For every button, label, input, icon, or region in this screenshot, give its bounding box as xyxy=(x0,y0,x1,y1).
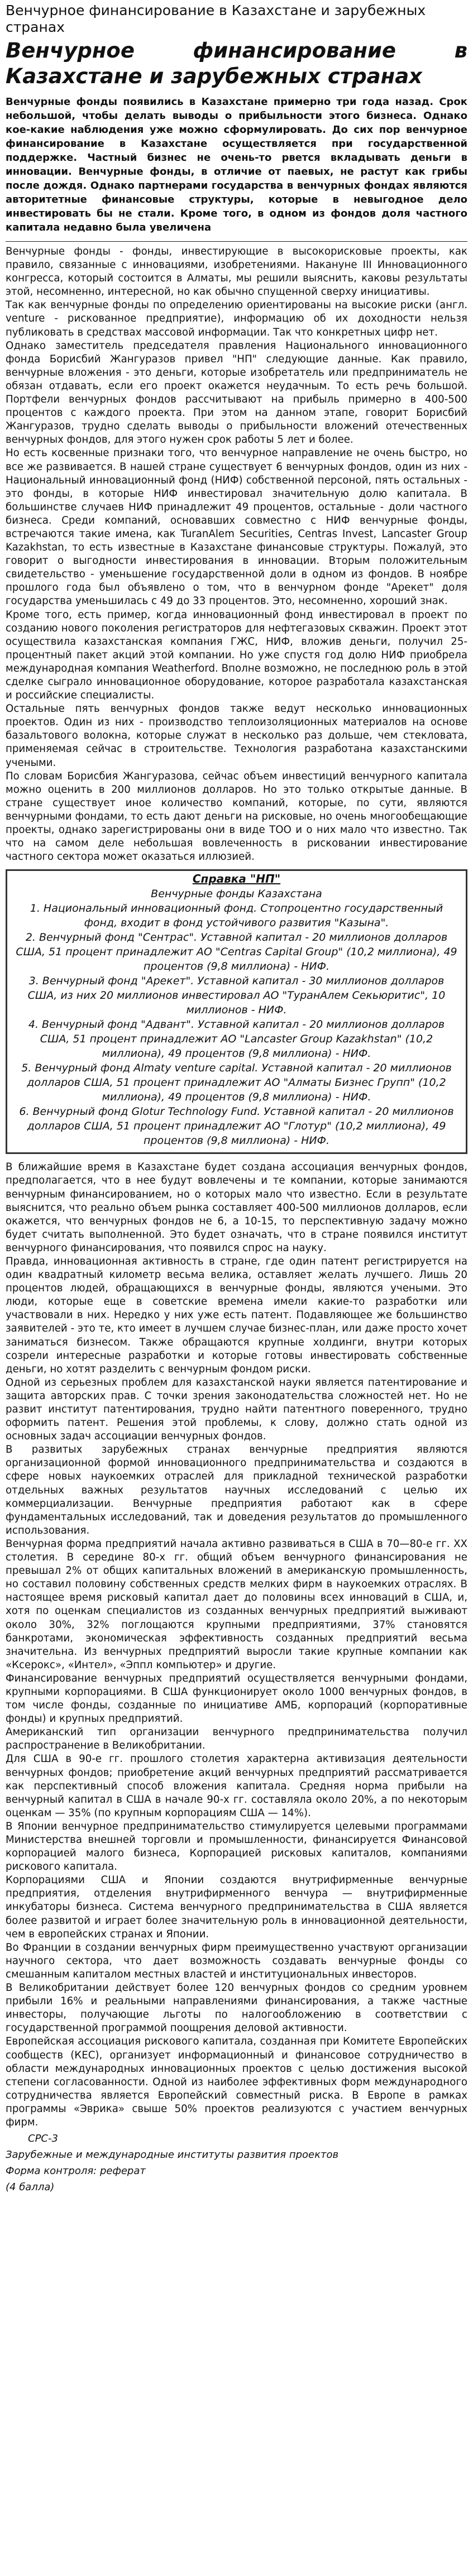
footer-points: (4 балла) xyxy=(6,2181,55,2194)
paragraph: Венчурная форма предприятий начала активно развиваться в США в 70—80-е гг. XX столетия. В середине 80-х гг. общий объем венчурного финансирования не превышал 2% от общих капитальных вложений в американскую промышленность, но составил половину собственных средств мелких фирм в наукоемких отраслях. В настоящее время рисковый капитал дает до половины всех инноваций в США, и, хотя по оценкам специалистов из созданных венчурных предприятий выживают около 30%, 32% поглощаются крупными предприятиями, 37% становятся банкротами, экономическая эффективность созданных предприятий весьма значительна. Из венчурных предприятий выросли такие крупные компании как «Ксерокс», «Интел», «Эппл компьютер» и другие. xyxy=(6,1538,467,1671)
paragraph: В Великобритании действует более 120 венчурных фондов со средним уровнем прибыли 16% и реальными направлениями финансирования, а также частные инвесторы, получающие льготы по налогообложению в соответствии с государственной программой поощрения деловой активности. xyxy=(6,1982,467,2034)
paragraph: Так как венчурные фонды по определению ориентированы на высокие риски (англ. venture - рискованное предприятие), информацию об их доходности нельзя публиковать в средствах массовой информации. Так что конкретных цифр нет. xyxy=(6,299,467,338)
paragraph: Однако заместитель председателя правления Национального инновационного фонда Борисбий Жангуразов привел "НП" следующие данные. Как правило, венчурные вложения - это деньги, которые изобретатель или предприниматель не обязан отдавать, если его проект окажется неудачным. То есть речь большой. Портфели венчурных фондов рассчитывают на прибыль примерно в 400-500 процентов с каждого проекта. При этом на данном этапе, говорит Борисбий Жангуразов, трудно сделать выводы о прибыльности вложений отечественных венчурных фондов, для этого нужен срок работы 5 лет и более. xyxy=(6,339,467,446)
reference-line: 6. Венчурный фонд Glotur Technology Fund. Уставной капитал - 20 миллионов долларов США, 51 процент принадлежит АО "Глотур" (10,2 миллиона), 49 процентов (9,8 миллиона) - НИФ. xyxy=(19,1105,454,1147)
reference-line: 4. Венчурный фонд "Адвант". Уставной капитал - 20 миллионов долларов США, 51 процент принадлежит АО "Lancaster Group Kazakhstan" (10,2 миллиона), 49 процентов (9,8 миллиона) - НИФ. xyxy=(28,1018,445,1060)
paragraph: Остальные пять венчурных фондов также ведут несколько инновационных проектов. Один из них - производство теплоизоляционных материалов на основе базальтового волокна, которые служат в несколько раз дольше, чем стекловата, применяемая сейчас в строительстве. Технология разработана казахстанскими учеными. xyxy=(6,703,467,769)
paragraph: В Японии венчурное предпринимательство стимулируется целевыми программами Министерства внешней торговли и промышленности, финансируется Финансовой корпорацией малого бизнеса, Корпорацией рисковых капиталов, компаниями рискового капитала. xyxy=(6,1820,467,1873)
article-body-part-1 xyxy=(6,245,467,864)
paragraph: Одной из серьезных проблем для казахстанской науки является патентирование и защита авторских прав. С точки зрения законодательства сложностей нет. Но не развит институт патентирования, трудно найти патентного поверенного, трудно оформить патент. Решения этой проблемы, к слову, должно стать одной из основных задач ассоциации венчурных фондов. xyxy=(6,1376,467,1443)
footer-topic: Зарубежные и международные институты развития проектов xyxy=(6,2149,339,2161)
paragraph: Европейская ассоциация рискового капитала, созданная при Комитете Европейских сообществ (КЕС), организует информационный и финансовое сотрудничество в области международных инновационных проектов с целью достижения высокой степени согласованности. Одной из наиболее эффективных форм международного сотрудничества является Европейский совместный риска. В Европе в рамках программы «Эврика» свыше 50% проектов реализуются с участием венчурных фирм. xyxy=(6,2036,467,2128)
paragraph: В развитых зарубежных странах венчурные предприятия являются организационной формой инновационного предпринимательства и создаются в сфере новых наукоемких отраслей для прикладной технической разработки отдельных важных результатов научных исследований с целью их коммерциализации. Венчурные предприятия работают как в сфере фундаментальных исследований, так и доведения результатов до промышленного использования. xyxy=(6,1444,467,1536)
paragraph: Кроме того, есть пример, когда инновационный фонд инвестировал в проект по созданию нового поколения регистраторов для нефтегазовых скважин. Проект этот осуществила казахстанская компания ГЖС, НИФ, вложив деньги, получил 25-процентный пакет акций этой компании. Но уже спустя год долю НИФ приобрела международная компания Weatherford. Вполне возможно, не последнюю роль в этой сделке сыграло инновационное оборудование, которое разработала казахстанская и российские специалисты. xyxy=(6,609,467,702)
reference-line: 2. Венчурный фонд "Сентрас". Уставной капитал - 20 миллионов долларов США, 51 процент принадлежит АО "Centras Capital Group" (10,2 миллиона), 49 процентов (9,8 миллиона) - НИФ. xyxy=(16,931,457,973)
paragraph: Корпорациями США и Японии создаются внутрифирменные венчурные предприятия, отделения внутрифирменного венчура — внутрифирменные инкубаторы бизнеса. Система венчурного предпринимательства в США является более развитой и играет более значительную роль в инновационной деятельности, чем в европейских странах и Японии. xyxy=(6,1874,467,1940)
reference-line: 1. Национальный инновационный фонд. Стопроцентно государственный фонд, входит в фонд устойчивого развития "Казына". xyxy=(30,902,443,930)
article-title: Венчурное финансирование в Казахстане и зарубежных странах xyxy=(6,39,467,88)
footer-code: СРС-3 xyxy=(28,2133,58,2145)
article-body-part-2 xyxy=(6,1161,467,2129)
paragraph: Правда, инновационная активность в стране, где один патент регистрируется на один квадратный километр весьма велика, оставляет желать лучшего. Лишь 20 процентов людей, обращающихся в венчурные фонды, являются учеными. Это люди, которые еще в советские времена имели какие-то разработки или участвовали в них. Нередко у них уже есть патент. Подавляющее же большинство заявителей - это те, кто имеет в лучшем случае бизнес-план, или даже просто хочет заниматься бизнесом. Также обращаются крупные холдинги, внутри которых созрели интересные разработки и которые готовы инвестировать собственные деньги, но хотят разделить с венчурным фондом риски. xyxy=(6,1255,467,1375)
paragraph: По словам Борисбия Жангуразова, сейчас объем инвестиций венчурного капитала можно оценить в 200 миллионов долларов. Но это только открытые данные. В стране существует иное количество компаний, которые, по сути, являются венчурными фондами, то есть дают деньги на рисковые, но очень многообещающие проекты, однако зарегистрированы они в виде ТОО и о них мало что известно. Так что на самом деле небольшая вовлеченность в рисковании инвестирование частного сектора может оказаться иллюзией. xyxy=(6,770,467,863)
paragraph: Для США в 90-е гг. прошлого столетия характерна активизация деятельности венчурных фондов; приобретение акций венчурных предприятий рассматривается как перспективный способ вложения капитала. Средняя норма прибыли на венчурный капитал в США в начале 90-х гг. составляла около 20%, а по некоторым оценкам — 35% (по крупным корпорациям США — 14%). xyxy=(6,1753,467,1819)
paragraph: Но есть косвенные признаки того, что венчурное направление не очень быстро, но все же развивается. В нашей стране существует 6 венчурных фондов, один из них - Национальный инновационный фонд (НИФ) собственной персоной, пять остальных - это фонды, в которые НИФ инвестировал значительную долю капитала. В большинстве случаев НИФ принадлежит 49 процентов, остальные - доли частного бизнеса. Среди компаний, основавших совместно с НИФ венчурные фонды, встречаются такие имена, как TuranAlem Securities, Centras Invest, Lancaster Group Kazakhstan, то есть известные в Казахстане финансовые структуры. Пожалуй, это говорит о выгодности инвестирования в инновации. Вторым положительным свидетельство - уменьшение государственной доли в одном из фондов. В ноябре прошлого года был объявлено о том, что в венчурном фонде "Арекет" доля государства уменьшилась с 49 до 33 процентов. Это, несомненно, хороший знак. xyxy=(6,447,467,607)
reference-title: Справка "НП" xyxy=(192,872,281,886)
reference-box xyxy=(6,869,467,1154)
footer-form: Форма контроля: реферат xyxy=(6,2165,146,2177)
reference-line: 5. Венчурный фонд Almaty venture capital. Уставной капитал - 20 миллионов долларов США, 51 процент принадлежит АО "Алматы Бизнес Групп" (10,2 миллиона), 49 процентов (9,8 миллиона) - НИФ. xyxy=(21,1062,452,1104)
paragraph: Венчурные фонды - фонды, инвестирующие в высокорисковые проекты, как правило, связанные с инновациями, изобретениями. Накануне III Инновационного конгресса, который состоится в Алматы, мы решили выяснить, каковы результаты этой, несомненно, интересной, но как обычно спущенной сверху инициативы. xyxy=(6,246,467,298)
divider xyxy=(6,241,467,242)
paragraph: Во Франции в создании венчурных фирм преимущественно участвуют организации научного сектора, что дает возможность создавать венчурные фонды со смешанным капиталом местных властей и институциональных инвесторов. xyxy=(6,1941,467,1980)
page-header: Венчурное финансирование в Казахстане и зарубежных странах xyxy=(6,2,426,35)
article-lead: Венчурные фонды появились в Казахстане примерно три года назад. Срок небольшой, чтобы делать выводы о прибыльности этого бизнеса. Однако кое-какие наблюдения уже можно сформулировать. До сих пор венчурное финансирование в Казахстане осуществляется при государственной поддержке. Частный бизнес не очень-то рвется вкладывать деньги в инновации. Венчурные фонды, в отличие от паевых, не растут как грибы после дождя. Однако партнерами государства в венчурных фондах являются авторитетные финансовые структуры, которые в невыгодное дело инвестировать бы не стали. Кроме того, в одном из фондов доля частного капитала недавно была увеличена xyxy=(6,96,467,233)
paragraph: В ближайшие время в Казахстане будет создана ассоциация венчурных фондов, предполагается, что в нее будут вовлечены и те компании, которые занимаются венчурным финансированием, но о которых мало что известно. Если в результате выяснится, что реально объем рынка составляет 400-500 миллионов долларов, если окажется, что венчурных фондов не 6, а 10-15, то перспективную задачу можно будет считать выполненной. Это будет означать, что в стране появился институт венчурного финансирования, что появился спрос на науку. xyxy=(6,1161,467,1254)
reference-line: Венчурные фонды Казахстана xyxy=(151,888,322,901)
reference-line: 3. Венчурный фонд "Арекет". Уставной капитал - 30 миллионов долларов США, из них 20 миллионов инвестировал АО "ТуранАлем Секьюритис", 10 миллионов - НИФ. xyxy=(27,975,446,1017)
paragraph: Американский тип организации венчурного предпринимательства получил распространение в Великобритании. xyxy=(6,1726,467,1752)
paragraph: Финансирование венчурных предприятий осуществляется венчурными фондами, крупными корпорациями. В США функционирует около 1000 венчурных фондов, в том числе фонды, созданные по инициативе АМБ, корпораций (корпоративные фонды) и крупных предприятий. xyxy=(6,1672,467,1725)
